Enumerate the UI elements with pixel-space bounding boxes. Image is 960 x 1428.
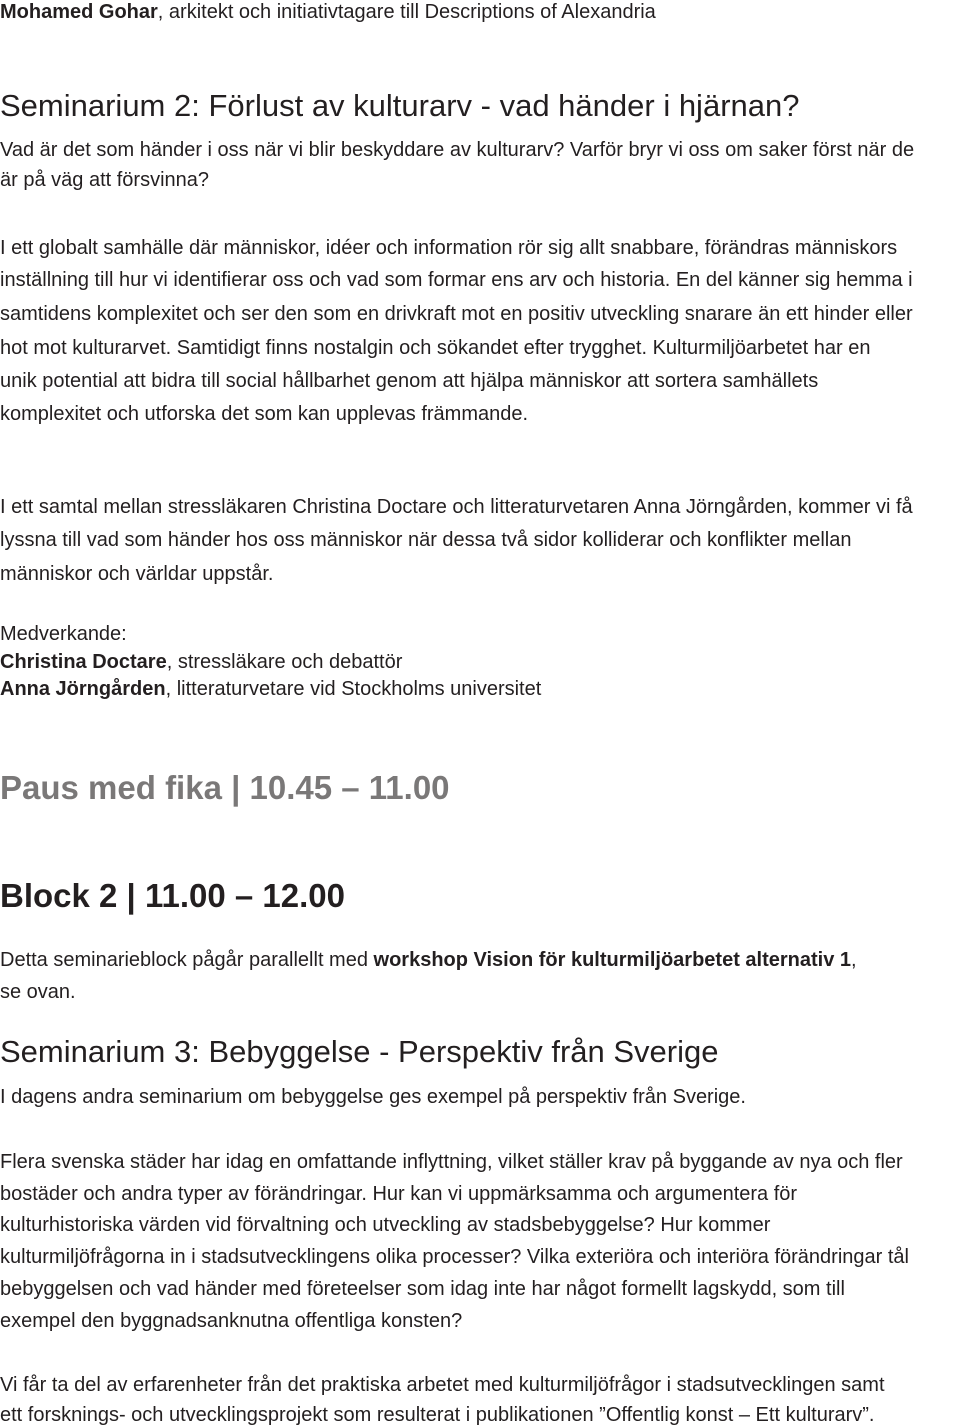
seminar-3-paragraph-line: Flera svenska städer har idag en omfattande inflyttning, vilket ställer krav på byggande av nya och fler	[0, 1151, 903, 1173]
participant-line	[0, 650, 402, 674]
seminar-2-conversation-line: lyssna till vad som händer hos oss människor när dessa två sidor kolliderar och konflikter mellan	[0, 529, 852, 551]
block-2-note-line-2: se ovan.	[0, 981, 76, 1003]
seminar-2-question-line: Vad är det som händer i oss när vi blir beskyddare av kulturarv? Varför bryr vi oss om saker först när de	[0, 139, 915, 161]
block-2-note-workshop: workshop Vision för kulturmiljöarbetet alternativ 1	[373, 949, 852, 971]
seminar-2-paragraph-line: hot mot kulturarvet. Samtidigt finns nostalgin och sökandet efter trygghet. Kulturmiljöarbetet har en	[0, 337, 871, 359]
seminar-3-experience-line: Vi får ta del av erfarenheter från det praktiska arbetet med kulturmiljöfrågor i stadsutvecklingen samt	[0, 1374, 885, 1396]
block-2-note-text: Detta seminarieblock pågår parallellt med	[0, 949, 374, 971]
seminar-2-paragraph-line: samtidens komplexitet och ser den som en drivkraft mot en positiv utveckling snarare än ett hinder eller	[0, 303, 913, 325]
speaker-name: Mohamed Gohar	[0, 1, 158, 23]
seminar-3-paragraph-line: exempel den byggnadsanknutna offentliga konsten?	[0, 1310, 463, 1332]
participant-line	[0, 677, 541, 701]
seminar-2-conversation-line: människor och världar uppstår.	[0, 563, 274, 585]
seminar-2-paragraph-line: I ett globalt samhälle där människor, idéer och information rör sig allt snabbare, förändras människors	[0, 237, 898, 259]
seminar-2-paragraph-line: inställning till hur vi identifierar oss och vad som formar ens arv och historia. En del känner sig hemma i	[0, 269, 913, 291]
seminar-3-paragraph-line: bostäder och andra typer av förändringar. Hur kan vi uppmärksamma och argumentera för	[0, 1183, 798, 1205]
seminar-2-title: Seminarium 2: Förlust av kulturarv - vad händer i hjärnan?	[0, 88, 800, 123]
seminar-3-title: Seminarium 3: Bebyggelse - Perspektiv från Sverige	[0, 1034, 719, 1069]
break-heading: Paus med fika | 10.45 – 11.00	[0, 769, 450, 806]
seminar-3-intro: I dagens andra seminarium om bebyggelse ges exempel på perspektiv från Sverige.	[0, 1086, 746, 1108]
participants-label: Medverkande:	[0, 623, 127, 645]
block-2-note-comma: ,	[851, 949, 857, 971]
block-2-note	[0, 948, 857, 972]
seminar-3-paragraph-line: bebyggelsen och vad händer med företeelser som idag inte har något formellt lagskydd, som till	[0, 1278, 845, 1300]
seminar-2-conversation-line: I ett samtal mellan stressläkaren Christina Doctare och litteraturvetaren Anna Jörngården, kommer vi få	[0, 496, 913, 518]
participant-desc: , litteraturvetare vid Stockholms universitet	[165, 678, 542, 700]
participant-name: Anna Jörngården	[0, 678, 166, 700]
seminar-3-paragraph-line: kulturhistoriska värden vid förvaltning och utveckling av stadsbebyggelse? Hur kommer	[0, 1214, 771, 1236]
seminar-2-paragraph-line: komplexitet och utforska det som kan upplevas främmande.	[0, 403, 529, 425]
participant-name: Christina Doctare	[0, 651, 167, 673]
speaker-role: , arkitekt och initiativtagare till Descriptions of Alexandria	[157, 1, 656, 23]
block-2-heading: Block 2 | 11.00 – 12.00	[0, 877, 345, 914]
seminar-3-experience-line: ett forsknings- och utvecklingsprojekt som resulterat i publikationen ”Offentlig konst – Ett kulturarv”.	[0, 1404, 875, 1426]
seminar-2-paragraph-line: unik potential att bidra till social hållbarhet genom att hjälpa människor att sortera samhällets	[0, 370, 819, 392]
seminar-2-question-line: är på väg att försvinna?	[0, 169, 210, 191]
participant-desc: , stressläkare och debattör	[166, 651, 403, 673]
speaker-line	[0, 0, 656, 24]
seminar-3-paragraph-line: kulturmiljöfrågorna in i stadsutvecklingens olika processer? Vilka exteriöra och interiöra förändringar tål	[0, 1246, 909, 1268]
